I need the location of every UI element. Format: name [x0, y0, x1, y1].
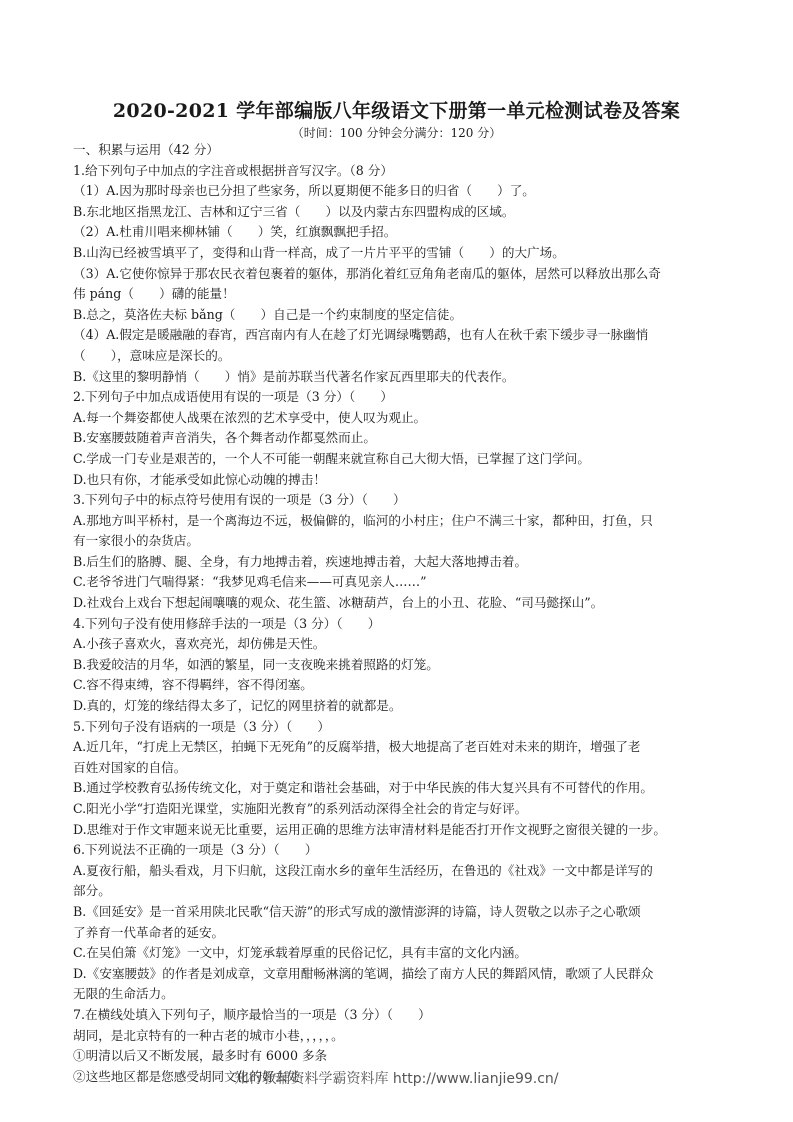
question-stem: 3.下列句子中的标点符号使用有误的一项是（3 分）（ ） — [73, 492, 406, 508]
passage-text: 胡同，是北京特有的一种古老的城市小巷，，，，，。 — [73, 1027, 344, 1043]
answer-option: 有一家很小的杂货店。 — [73, 533, 199, 549]
answer-option: A.小孩子喜欢火，喜欢亮光，却仿佛是天性。 — [73, 636, 326, 652]
answer-option: C.容不得束缚，容不得羁绊，容不得闭塞。 — [73, 677, 313, 693]
answer-option: 无限的生命活力。 — [73, 986, 174, 1002]
sentence-option: ①明清以后又不断发展，最多时有 6000 多条 — [73, 1048, 328, 1064]
answer-option: A.近几年，“打虎上无禁区，拍蝇下无死角”的反腐举措，极大地提高了老百姓对未来的期许，增强了老 — [73, 739, 641, 755]
question-item: B.总之，莫洛佐夫标 bǎng（ ）自己是一个约束制度的坚定信徒。 — [73, 306, 463, 322]
answer-option: A.夏夜行船，船头看戏，月下归航，这段江南水乡的童年生活经历，在鲁迅的《社戏》一文中都是详写的 — [73, 862, 653, 878]
answer-option: A.那地方叫平桥村，是一个离海边不远，极偏僻的，临河的小村庄；住户不满三十家，都种田，打鱼，只 — [73, 512, 653, 528]
question-stem: 4.下列句子没有使用修辞手法的一项是（3 分）（ ） — [73, 615, 381, 631]
question-item: （ ），意味应是深长的。 — [73, 347, 231, 363]
answer-option: 部分。 — [73, 883, 111, 899]
answer-option: B.我爱皎洁的月华，如洒的繁星，同一支夜晚来挑着照路的灯笼。 — [73, 656, 439, 672]
answer-option: B.后生们的胳膊、腿、全身，有力地搏击着，疾速地搏击着，大起大落地搏击着。 — [73, 553, 528, 569]
question-stem: 1.给下列句子中加点的字注音或根据拼音写汉字。（8 分） — [73, 162, 393, 178]
answer-option: C.学成一门专业是艰苦的，一个人不可能一朝醒来就宣称自己大彻大悟，已掌握了这门学问。 — [73, 450, 590, 466]
answer-option: C.在吴伯箫《灯笼》一文中，灯笼承载着厚重的民俗记忆，具有丰富的文化内涵。 — [73, 945, 527, 961]
question-stem: 7.在横线处填入下列句子，顺序最恰当的一项是（3 分）（ ） — [73, 1006, 431, 1022]
question-item: B.山沟已经被雪填平了，变得和山背一样高，成了一片片平平的雪铺（ ）的大广场。 — [73, 244, 565, 260]
answer-option: B.安塞腰鼓随着声音消失，各个舞者动作都戛然而止。 — [73, 430, 376, 446]
answer-option: B.《回延安》是一首采用陕北民歌“信天游”的形式写成的激情澎湃的诗篇，诗人贺敬之以赤子之心歌颂 — [73, 903, 641, 919]
question-item: B.东北地区指黑龙江、吉林和辽宁三省（ ）以及内蒙古东四盟构成的区域。 — [73, 203, 515, 219]
question-item: （3）A.它使你惊异于那农民衣着包裹着的躯体，那消化着红豆角角老南瓜的躯体，居然可以释放出那么奇 — [73, 265, 661, 281]
question-item: （2）A.杜甫川唱来柳林铺（ ）笑，红旗飘飘把手招。 — [73, 224, 397, 240]
answer-option: B.通过学校教育弘扬传统文化，对于奠定和谐社会基础，对于中华民族的伟大复兴具有不可替代的作用。 — [73, 780, 653, 796]
question-item: B.《这里的黎明静悄（ ）悄》是前苏联当代著名作家瓦西里耶夫的代表作。 — [73, 368, 515, 384]
question-item: 伟 páng（ ）礴的能量！ — [73, 286, 235, 302]
answer-option: D.思维对于作文审题来说无比重要，运用正确的思维方法审清材料是能否打开作文视野之窗很关键的一步。 — [73, 821, 666, 837]
answer-option: C.老爷爷进门气喘得紧：“我梦见鸡毛信来——可真见亲人……” — [73, 574, 427, 590]
question-stem: 6.下列说法不正确的一项是（3 分）（ ） — [73, 842, 318, 858]
answer-option: C.阳光小学“打造阳光课堂，实施阳光教育”的系列活动深得全社会的肯定与好评。 — [73, 801, 528, 816]
question-item: （4）A.假定是暖融融的春宵，西宫南内有人在趁了灯光调绿嘴鹦鹉，也有人在秋千索下缓步寻一脉幽悄 — [73, 327, 649, 343]
answer-option: 百姓对国家的自信。 — [73, 759, 187, 775]
question-stem: 5.下列句子没有语病的一项是（3 分）（ ） — [73, 718, 331, 734]
sentence-option: ②这些地区都是您感受胡同文化的好去处 — [73, 1068, 300, 1084]
footer-watermark: 知行教辅资料学霸资料库 http://www.lianjie99.cn/ — [234, 1071, 559, 1087]
answer-option: D.真的，灯笼的缘结得太多了，记忆的网里挤着的就都是。 — [73, 698, 402, 714]
answer-option: 了养育一代革命者的延安。 — [73, 924, 225, 940]
answer-option: A.每一个舞姿都使人战栗在浓烈的艺术享受中，使人叹为观止。 — [73, 409, 427, 425]
question-item: （1）A.因为那时母亲也已分担了些家务，所以夏期便不能多日的归省（ ）了。 — [73, 183, 535, 199]
answer-option: D.《安塞腰鼓》的作者是刘成章，文章用酣畅淋漓的笔调，描绘了南方人民的舞蹈风情，歌颂了人民群众 — [73, 965, 654, 981]
answer-option: D.也只有你，才能承受如此惊心动魄的搏击！ — [73, 471, 326, 487]
question-stem: 2.下列句子中加点成语使用有误的一项是（3 分）（ ） — [73, 389, 393, 405]
page-subtitle: （时间：100 分钟会分满分：120 分） — [291, 126, 502, 140]
section-heading: 一、积累与运用（42 分） — [73, 142, 219, 157]
question-body — [73, 140, 723, 1087]
page-title: 2020-2021 学年部编版八年级语文下册第一单元检测试卷及答案 — [112, 100, 681, 122]
answer-option: D.社戏台上戏台下想起闹嚷嚷的观众、花生篮、冰糖葫芦，台上的小丑、花脸、“司马懿探山”。 — [73, 595, 604, 611]
